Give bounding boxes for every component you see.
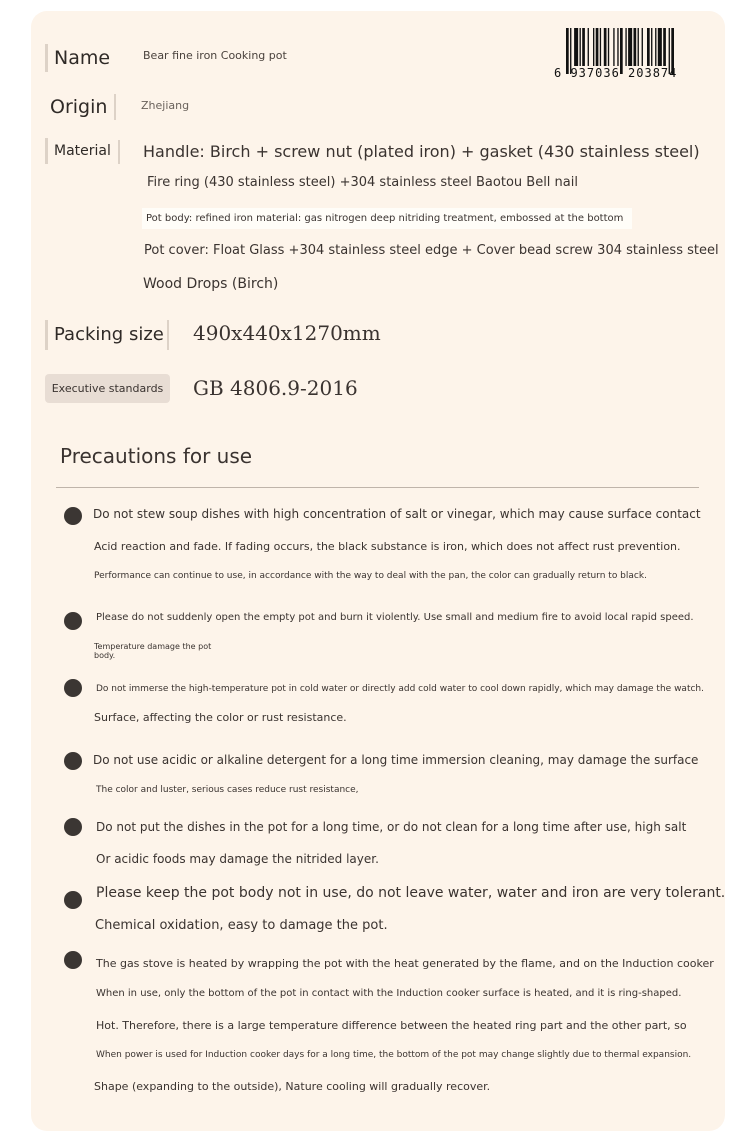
precaution-2-line-1: Please do not suddenly open the empty pot and burn it violently. Use small and medium fire to avoid local rapid speed. [96,612,694,623]
packing-size-label: Packing size [45,320,164,350]
name-label: Name [45,44,110,72]
executive-standards-label: Executive standards [45,374,170,403]
bullet-icon [64,818,82,836]
precaution-7-line-5: Shape (expanding to the outside), Nature cooling will gradually recover. [94,1080,491,1093]
barcode-bar [588,28,589,66]
bullet-icon [64,891,82,909]
barcode-bar [582,28,585,66]
precaution-4-line-2: The color and luster, serious cases reduce rust resistance, [96,785,359,795]
barcode-bar [596,28,599,66]
barcode-bar [617,28,618,66]
precaution-5-line-2: Or acidic foods may damage the nitrided layer. [96,852,379,866]
packing-divider [167,320,169,350]
barcode-bar [628,28,632,66]
barcode-bar [642,28,643,66]
precaution-1-line-2: Acid reaction and fade. If fading occurs, the black substance is iron, which does not affect rust prevention. [94,540,681,553]
material-label: Material [45,138,111,164]
material-line-fire-ring: Fire ring (430 stainless steel) +304 stainless steel Baotou Bell nail [147,175,578,190]
material-line-pot-cover: Pot cover: Float Glass +304 stainless steel edge + Cover bead screw 304 stainless steel [144,243,719,258]
packing-size-value: 490x440x1270mm [193,321,381,345]
barcode-bar [608,28,609,66]
barcode-bar [655,28,656,66]
bullet-icon [64,752,82,770]
barcode-bar [651,28,652,66]
precaution-4-line-1: Do not use acidic or alkaline detergent for a long time immersion cleaning, may damage the surface [93,753,699,767]
barcode-bar [580,28,581,66]
precaution-7-line-1: The gas stove is heated by wrapping the pot with the heat generated by the flame, and on the Induction cooker [96,957,714,970]
bullet-icon [64,612,82,630]
origin-value: Zhejiang [141,99,190,112]
barcode-bar [638,28,639,66]
barcode-bar [658,28,662,66]
precaution-3-line-1: Do not immerse the high-temperature pot in cold water or directly add cold water to cool down rapidly, which may damage the watch. [96,684,704,694]
origin-label: Origin [50,96,108,118]
barcode-digits: 6 937036 203874 [554,66,678,80]
material-line-pot-body: Pot body: refined iron material: gas nitrogen deep nitriding treatment, embossed at the bottom [142,208,632,229]
precaution-6-line-1: Please keep the pot body not in use, do not leave water, water and iron are very tolerant. [96,885,726,901]
barcode-bar [574,28,578,66]
precaution-6-line-2: Chemical oxidation, easy to damage the pot. [95,918,388,933]
precautions-title: Precautions for use [60,444,253,468]
material-line-wood-drops: Wood Drops (Birch) [143,276,279,292]
bullet-icon [64,679,82,697]
precautions-divider [56,487,699,488]
barcode-bar [613,28,614,66]
barcode-bar [663,28,666,66]
barcode-bar [600,28,601,66]
material-line-handle: Handle: Birch + screw nut (plated iron) + gasket (430 stainless steel) [143,142,700,161]
precaution-3-line-2: Surface, affecting the color or rust resistance. [94,711,347,724]
precaution-7-line-4: When power is used for Induction cooker days for a long time, the bottom of the pot may change slightly due to thermal expansion. [96,1050,692,1060]
bullet-icon [64,507,82,525]
material-divider [118,140,120,164]
executive-standards-value: GB 4806.9-2016 [193,376,358,400]
precaution-2-line-2: Temperature damage the pot body. [94,642,212,660]
barcode-bar [634,28,637,66]
barcode-bar [604,28,607,66]
origin-divider [114,94,116,120]
barcode-bar [647,28,650,66]
name-value: Bear fine iron Cooking pot [143,49,287,62]
barcode-bar [593,28,594,66]
bullet-icon [64,951,82,969]
barcode-bar [625,28,626,66]
precaution-5-line-1: Do not put the dishes in the pot for a long time, or do not clean for a long time after use, high salt [96,820,687,834]
precaution-7-line-2: When in use, only the bottom of the pot in contact with the Induction cooker surface is heated, and it is ring-shaped. [96,988,682,999]
precaution-1-line-3: Performance can continue to use, in accordance with the way to deal with the pan, the color can gradually return to black. [94,571,647,581]
precaution-7-line-3: Hot. Therefore, there is a large temperature difference between the heated ring part and the other part, so [96,1019,687,1032]
precaution-1-line-1: Do not stew soup dishes with high concentration of salt or vinegar, which may cause surface contact [93,507,701,521]
